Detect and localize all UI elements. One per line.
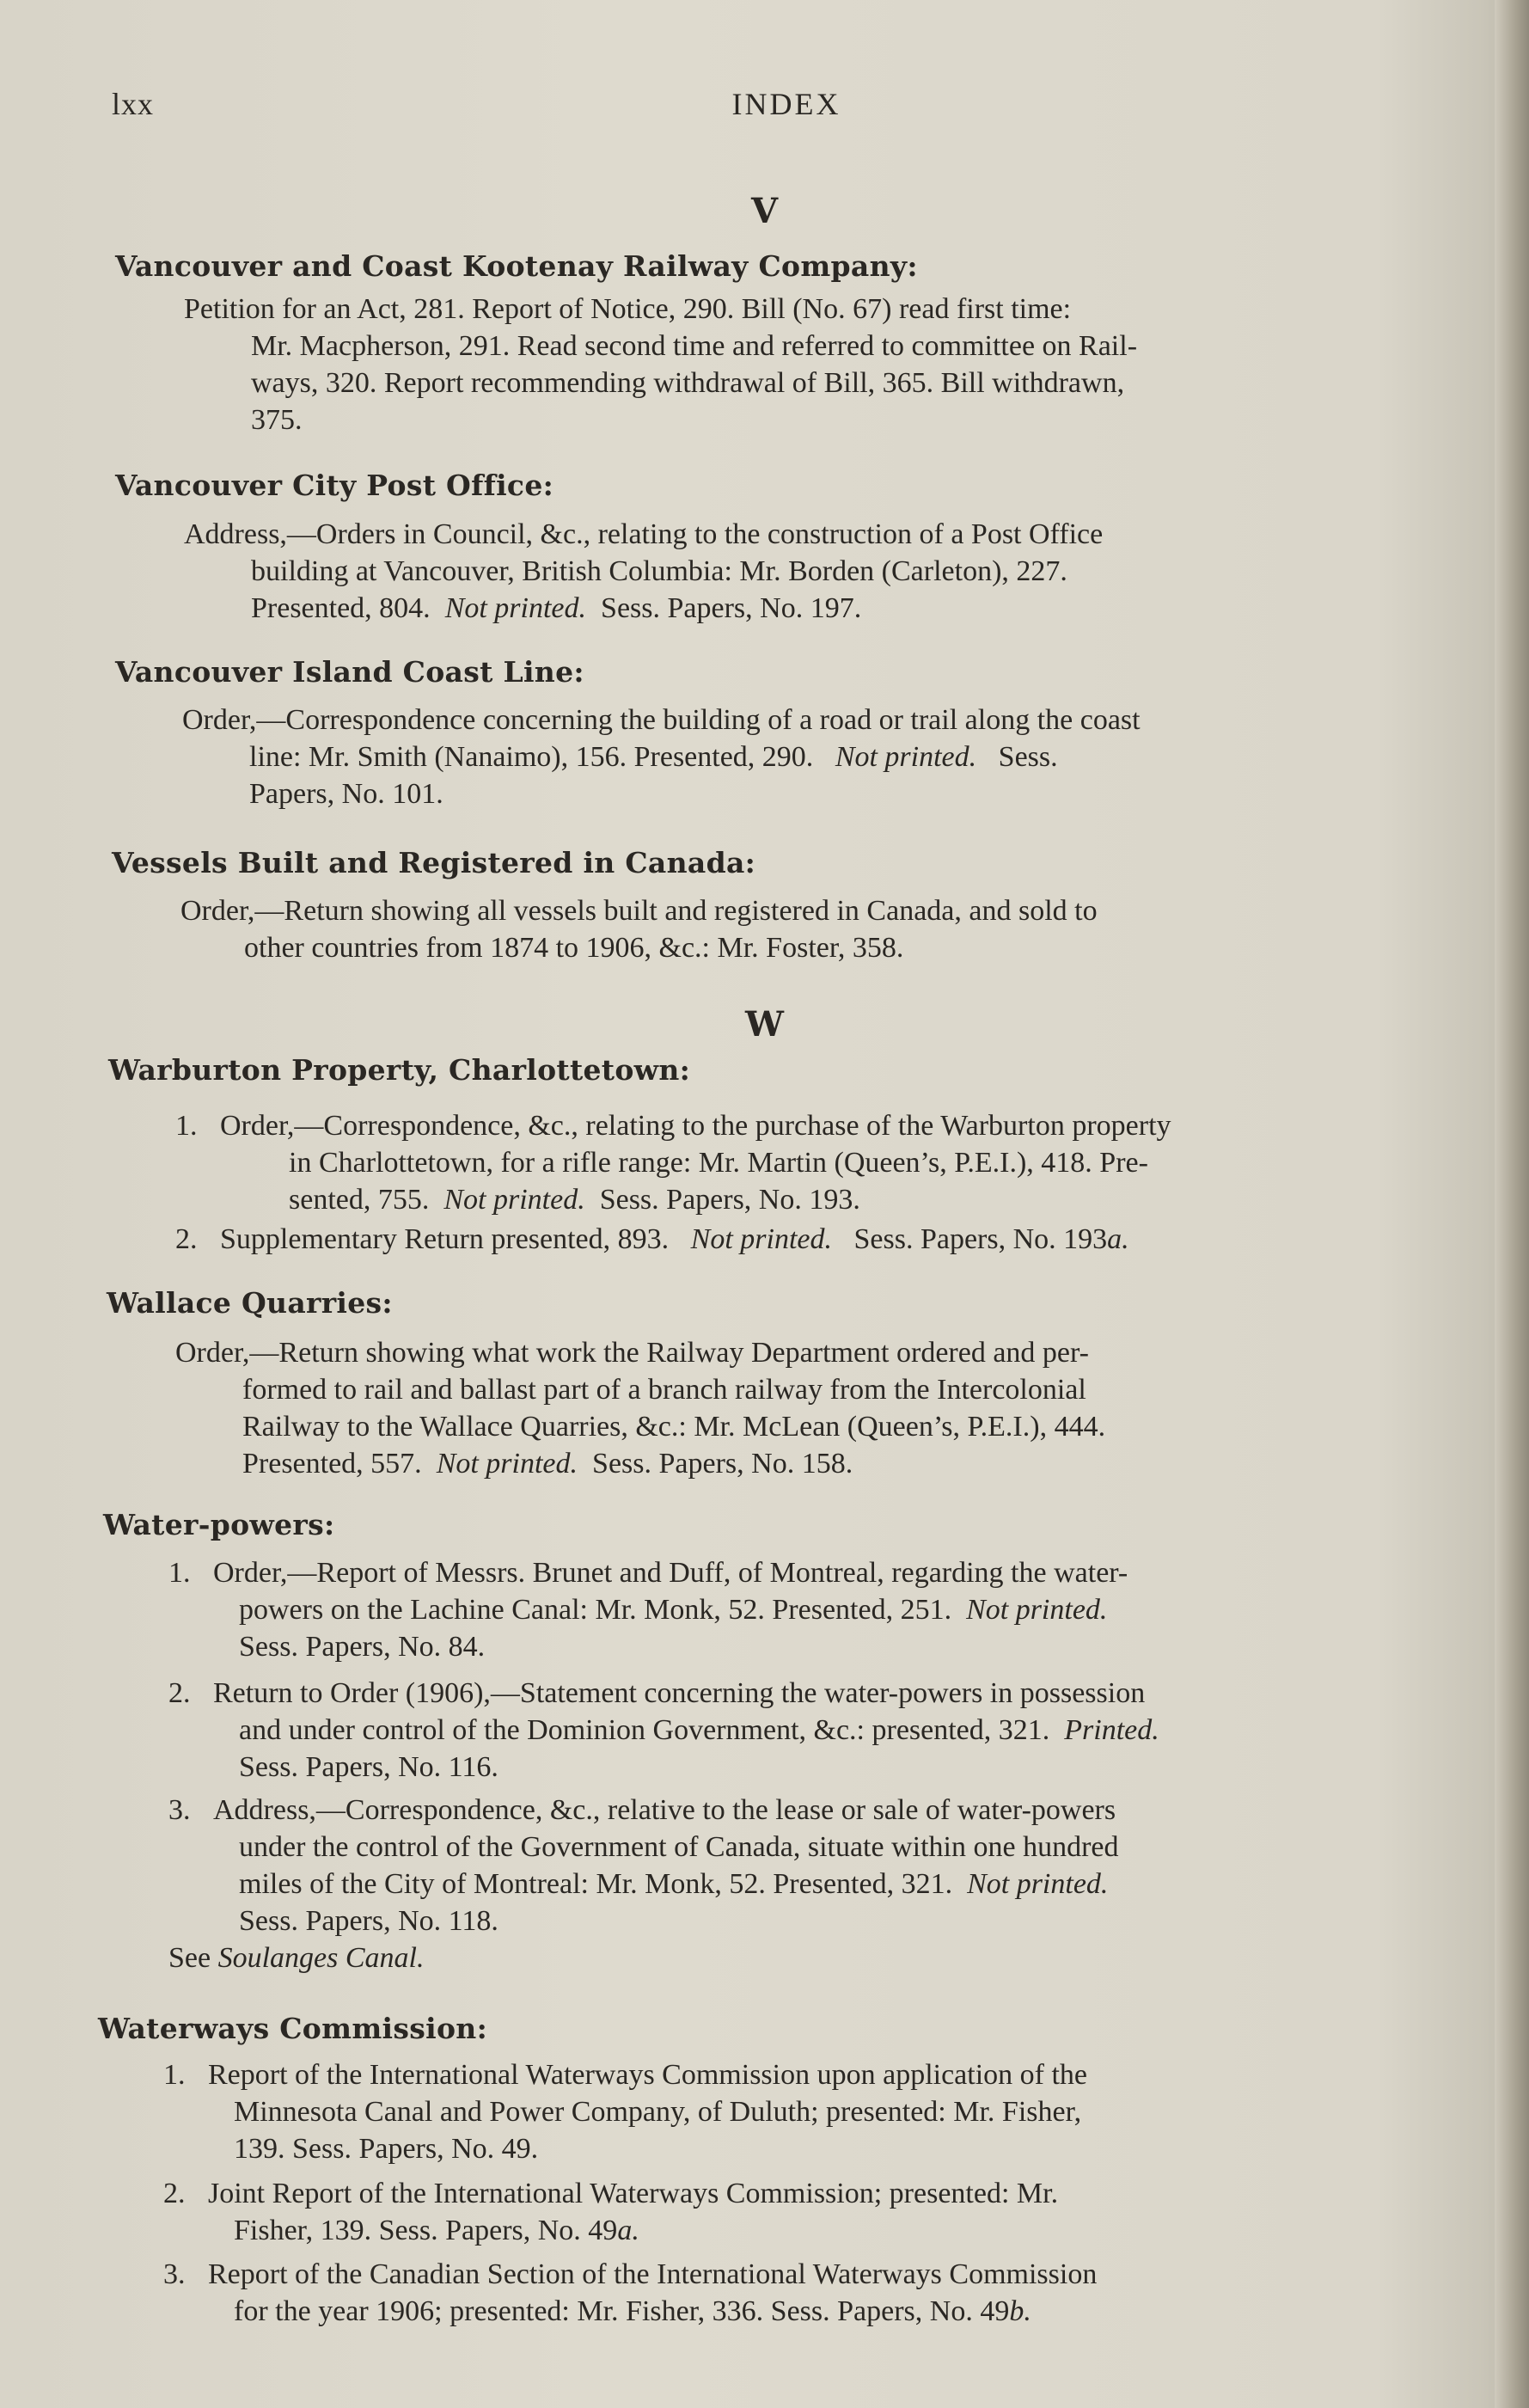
entry-body-warburton-1 [175, 1107, 1461, 1218]
entry-line: for the year 1906; presented: Mr. Fisher, 336. Sess. Papers, No. 49b. [234, 2295, 1031, 2327]
entry-line: and under control of the Dominion Government, &c.: presented, 321. Printed. [239, 1714, 1159, 1746]
entry-body-vancouver-kootenay [184, 291, 1461, 438]
entry-heading-warburton: Warburton Property, Charlottetown: [108, 1053, 691, 1087]
see-also-line: See Soulanges Canal. [168, 1942, 425, 1974]
entry-heading-vessels: Vessels Built and Registered in Canada: [112, 846, 756, 879]
entry-line: line: Mr. Smith (Nanaimo), 156. Presented, 290. Not printed. Sess. [249, 741, 1058, 773]
entry-line: 1. Order,—Report of Messrs. Brunet and Duff, of Montreal, regarding the water- [168, 1557, 1128, 1589]
entry-line: 1. Order,—Correspondence, &c., relating to the purchase of the Warburton property [175, 1110, 1171, 1142]
entry-body-warburton-2 [175, 1221, 1461, 1258]
entry-line: building at Vancouver, British Columbia: Mr. Borden (Carleton), 227. [251, 555, 1067, 587]
entry-line: 2. Joint Report of the International Waterways Commission; presented: Mr. [163, 2178, 1059, 2209]
entry-line: formed to rail and ballast part of a branch railway from the Intercolonial [242, 1374, 1086, 1406]
entry-line: ways, 320. Report recommending withdrawal of Bill, 365. Bill withdrawn, [251, 367, 1125, 399]
entry-line: in Charlottetown, for a rifle range: Mr. Martin (Queen’s, P.E.I.), 418. Pre- [289, 1147, 1148, 1179]
entry-body-vancouver-post-office [184, 516, 1461, 627]
entry-heading-vancouver-post-office: Vancouver City Post Office: [115, 469, 554, 502]
entry-line: Sess. Papers, No. 84. [239, 1631, 486, 1663]
entry-heading-vancouver-kootenay: Vancouver and Coast Kootenay Railway Company: [115, 249, 918, 283]
entry-body-waterways-2 [163, 2175, 1461, 2249]
entry-line: Papers, No. 101. [249, 778, 443, 810]
entry-line: Presented, 557. Not printed. Sess. Papers, No. 158. [242, 1448, 853, 1480]
entry-line: Petition for an Act, 281. Report of Notice, 290. Bill (No. 67) read first time: [184, 293, 1072, 325]
page-header [112, 86, 1461, 138]
entry-line: Mr. Macpherson, 291. Read second time and referred to committee on Rail- [251, 330, 1138, 362]
page-edge-shadow [1495, 0, 1529, 2408]
entry-line: miles of the City of Montreal: Mr. Monk, 52. Presented, 321. Not printed. [239, 1868, 1109, 1900]
page-title: INDEX [731, 87, 841, 121]
entry-body-vessels [180, 892, 1461, 966]
entry-body-water-powers-2 [168, 1675, 1461, 1786]
entry-line: Presented, 804. Not printed. Sess. Papers, No. 197. [251, 592, 862, 624]
entry-line: Sess. Papers, No. 118. [239, 1905, 498, 1937]
entry-line: Order,—Return showing all vessels built and registered in Canada, and sold to [180, 895, 1098, 927]
entry-line: 139. Sess. Papers, No. 49. [234, 2133, 539, 2165]
entry-line: Fisher, 139. Sess. Papers, No. 49a. [234, 2215, 639, 2246]
entry-line: 3. Report of the Canadian Section of the International Waterways Commission [163, 2258, 1098, 2290]
entry-heading-vancouver-island: Vancouver Island Coast Line: [115, 655, 584, 689]
entry-line: 3. Address,—Correspondence, &c., relative to the lease or sale of water-powers [168, 1794, 1116, 1826]
entry-line: 1. Report of the International Waterways Commission upon application of the [163, 2059, 1088, 2091]
entry-line: under the control of the Government of Canada, situate within one hundred [239, 1831, 1119, 1863]
entry-line: Order,—Return showing what work the Railway Department ordered and per- [175, 1337, 1089, 1369]
entry-line: Railway to the Wallace Quarries, &c.: Mr. McLean (Queen’s, P.E.I.), 444. [242, 1411, 1106, 1443]
entry-line: Sess. Papers, No. 116. [239, 1751, 498, 1783]
entry-line: Order,—Correspondence concerning the building of a road or trail along the coast [182, 704, 1141, 736]
entry-line: sented, 755. Not printed. Sess. Papers, No. 193. [289, 1184, 860, 1216]
entry-line: Address,—Orders in Council, &c., relating to the construction of a Post Office [184, 518, 1104, 550]
entry-body-vancouver-island [182, 702, 1461, 812]
entry-line: 375. [251, 404, 303, 436]
entry-heading-wallace: Wallace Quarries: [107, 1286, 393, 1320]
entry-line: 2. Return to Order (1906),—Statement concerning the water-powers in possession [168, 1677, 1146, 1709]
entry-heading-waterways: Waterways Commission: [98, 2012, 488, 2045]
entry-line: 2. Supplementary Return presented, 893. Not printed. Sess. Papers, No. 193a. [175, 1223, 1129, 1255]
page-number: lxx [112, 87, 155, 121]
entry-body-water-powers-1 [168, 1554, 1461, 1665]
section-letter-w: W [745, 1004, 784, 1045]
see-also-link: Soulanges Canal. [217, 1942, 425, 1974]
entry-body-waterways-3 [163, 2256, 1461, 2330]
entry-line: powers on the Lachine Canal: Mr. Monk, 52. Presented, 251. Not printed. [239, 1594, 1108, 1626]
entry-line: Minnesota Canal and Power Company, of Duluth; presented: Mr. Fisher, [234, 2096, 1082, 2128]
entry-body-waterways-1 [163, 2056, 1461, 2167]
section-letter-v: V [750, 191, 779, 231]
entry-body-water-powers-3 [168, 1792, 1461, 1976]
entry-heading-water-powers: Water-powers: [103, 1508, 335, 1541]
entry-body-wallace [175, 1334, 1461, 1482]
entry-line: other countries from 1874 to 1906, &c.: Mr. Foster, 358. [244, 932, 904, 964]
